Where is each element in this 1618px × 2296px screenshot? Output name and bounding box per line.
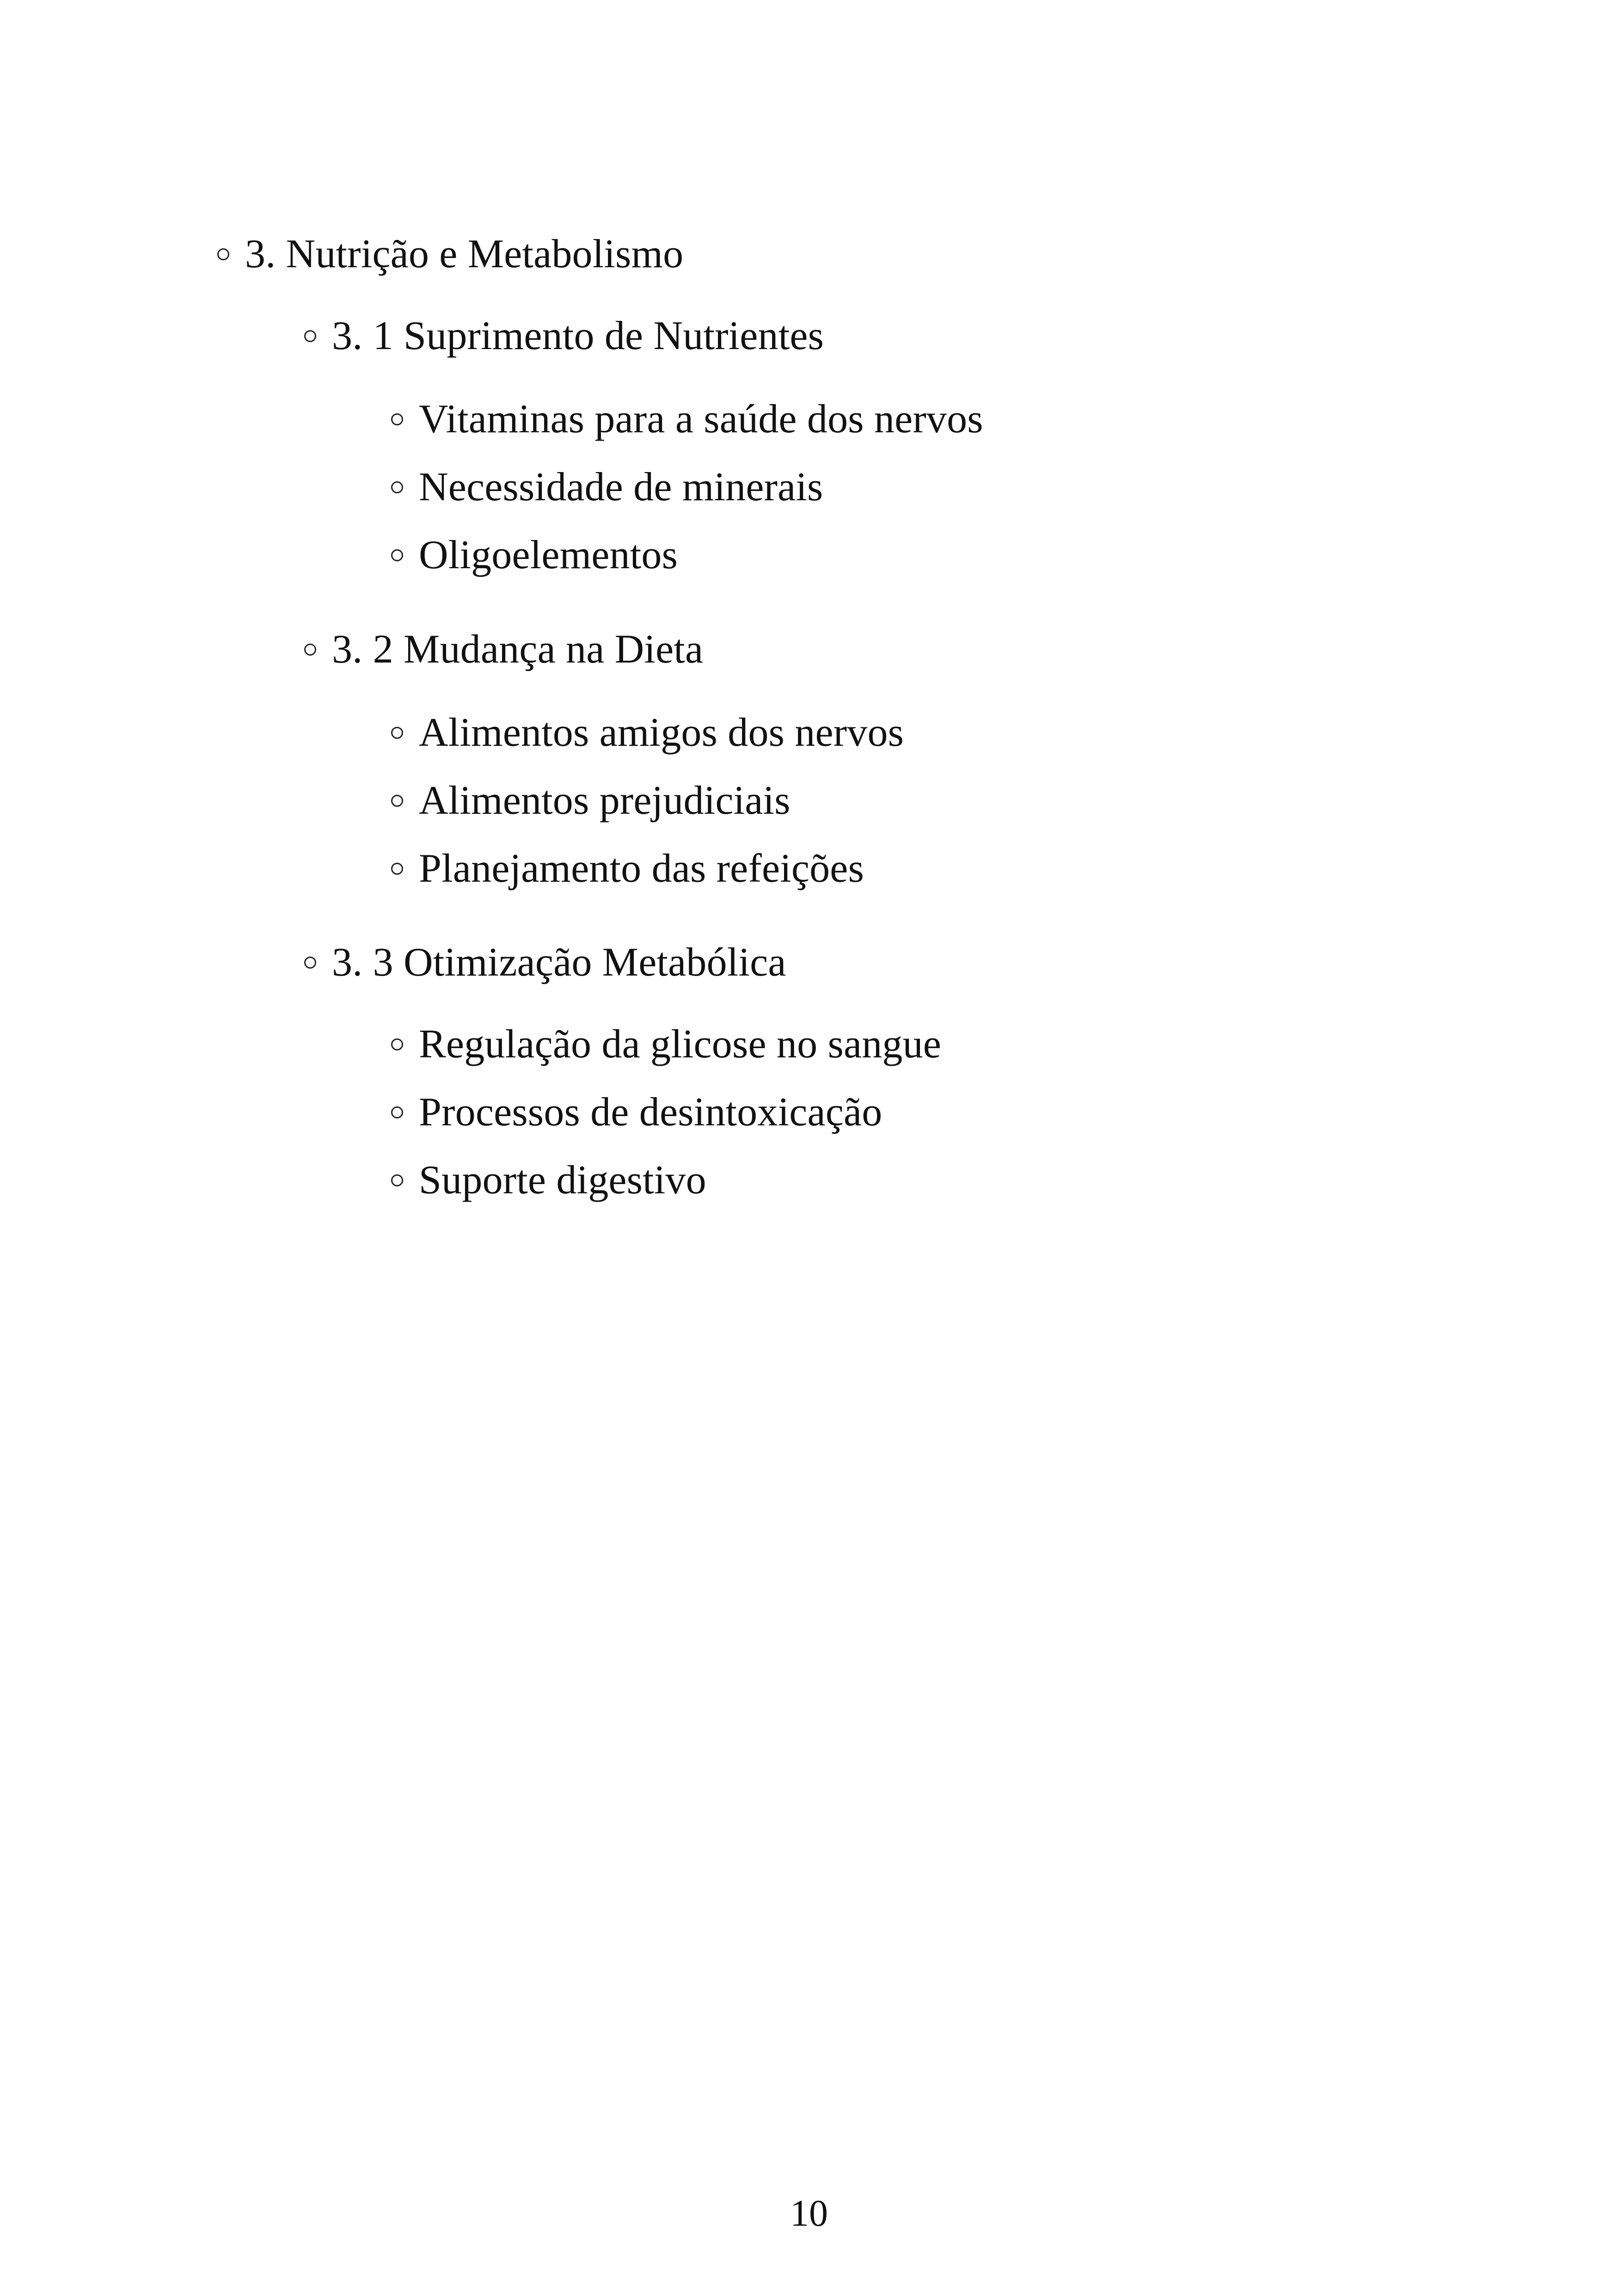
- hollow-circle-bullet-icon: [391, 481, 403, 493]
- hollow-circle-bullet-icon: [304, 330, 316, 342]
- outline-item-row: [391, 1017, 941, 1072]
- outline-subsection-row: [304, 935, 786, 990]
- page-number: 10: [790, 2192, 828, 2234]
- hollow-circle-bullet-icon: [217, 248, 229, 260]
- outline-item-row: [391, 705, 904, 761]
- hollow-circle-bullet-icon: [391, 863, 403, 875]
- outline-subsection-row: [304, 622, 703, 677]
- outline-item-text: Alimentos prejudiciais: [419, 778, 791, 823]
- hollow-circle-bullet-icon: [391, 1106, 403, 1118]
- outline-item-text: Vitaminas para a saúde dos nervos: [419, 397, 983, 442]
- outline-item-text: Necessidade de minerais: [419, 465, 823, 510]
- outline-item-row: [391, 392, 983, 447]
- outline-item-text: Suporte digestivo: [419, 1158, 706, 1203]
- hollow-circle-bullet-icon: [304, 957, 316, 969]
- hollow-circle-bullet-icon: [391, 1174, 403, 1186]
- outline-item-row: [391, 773, 791, 829]
- outline-item-row: [391, 460, 823, 515]
- outline-item-text: Alimentos amigos dos nervos: [419, 710, 904, 755]
- subsection-title: 3. 3 Otimização Metabólica: [332, 940, 786, 985]
- outline-item-row: [391, 1153, 706, 1208]
- outline-item-row: [391, 841, 864, 896]
- hollow-circle-bullet-icon: [304, 644, 316, 656]
- hollow-circle-bullet-icon: [391, 413, 403, 425]
- subsection-title: 3. 1 Suprimento de Nutrientes: [332, 313, 824, 358]
- section-title: 3. Nutrição e Metabolismo: [245, 232, 684, 276]
- outline-subsection-row: [304, 308, 824, 364]
- outline-section-row: [217, 227, 683, 282]
- hollow-circle-bullet-icon: [391, 795, 403, 807]
- outline-item-row: [391, 1085, 882, 1140]
- outline-item-row: [391, 528, 678, 583]
- outline-item-text: Regulação da glicose no sangue: [419, 1022, 942, 1067]
- hollow-circle-bullet-icon: [391, 727, 403, 739]
- subsection-title: 3. 2 Mudança na Dieta: [332, 627, 704, 672]
- outline-item-text: Processos de desintoxicação: [419, 1090, 883, 1135]
- hollow-circle-bullet-icon: [391, 549, 403, 561]
- hollow-circle-bullet-icon: [391, 1038, 403, 1050]
- outline-item-text: Planejamento das refeições: [419, 846, 864, 891]
- outline-item-text: Oligoelementos: [419, 533, 678, 577]
